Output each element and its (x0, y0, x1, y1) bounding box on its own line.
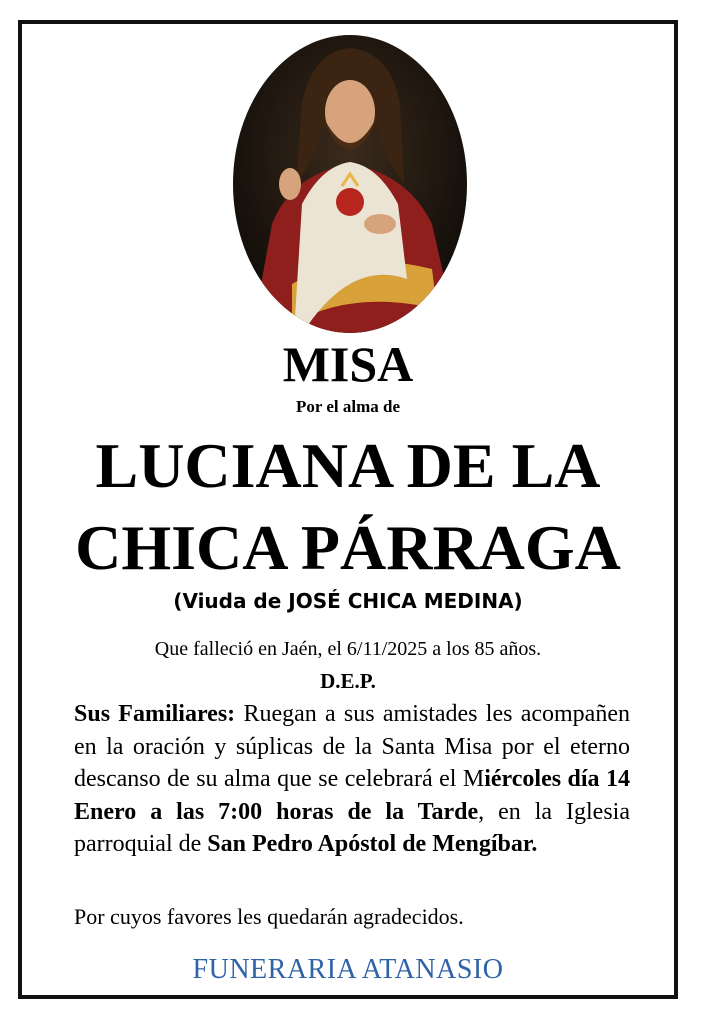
deceased-name-line2: CHICA PÁRRAGA (75, 512, 621, 583)
announcement-body (74, 698, 630, 861)
death-info: Que falleció en Jaén, el 6/11/2025 a los 85 años. (154, 638, 542, 660)
church-name: San Pedro Apóstol de Mengíbar. (207, 831, 538, 857)
dep-label: D.E.P. (320, 669, 376, 693)
page-subtitle: Por el alma de (295, 397, 401, 416)
funeral-home-name: FUNERARIA ATANASIO (192, 954, 504, 985)
deceased-name-line1: LUCIANA DE LA (95, 430, 601, 501)
obituary-frame (18, 20, 678, 999)
family-label: Sus Familiares: (74, 701, 236, 727)
mass-date-time: iércoles día 14 Enero a las 7:00 horas de la Tarde (74, 766, 630, 825)
thanks-text: Por cuyos favores les quedarán agradecidos. (74, 904, 464, 929)
sacred-heart-portrait (232, 34, 468, 334)
body-text-1: Ruegan a sus amistades les acompañen en la oración y súplicas de la Santa Misa por el eterno descanso de su alma que se celebrará el M (74, 701, 630, 792)
widow-of: (Viuda de JOSÉ CHICA MEDINA) (173, 589, 523, 613)
page-title: MISA (282, 336, 414, 392)
body-text-2: , en la Iglesia parroquial de (74, 798, 630, 857)
